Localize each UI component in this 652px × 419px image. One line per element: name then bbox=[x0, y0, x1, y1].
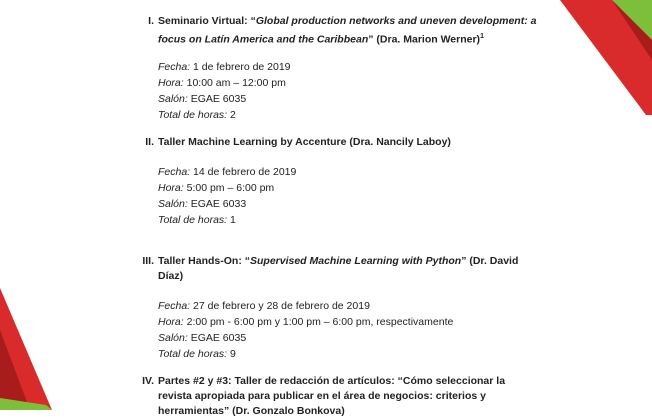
heading-text: Taller Hands-On: “ bbox=[158, 255, 250, 267]
heading-italic-title: Global production networks and uneven development: a focus on Latín America and the Caribbean bbox=[158, 15, 537, 46]
section-details bbox=[158, 60, 538, 124]
detail-room: Salón: EGAE 6035 bbox=[158, 332, 247, 344]
detail-time: Hora: 2:00 pm - 6:00 pm y 1:00 pm – 6:00 pm, respectivamente bbox=[158, 316, 454, 328]
detail-room: Salón: EGAE 6033 bbox=[158, 198, 247, 210]
footnote-marker: 1 bbox=[480, 33, 484, 40]
heading-italic-title: Supervised Machine Learning with Python bbox=[249, 255, 462, 267]
section-numeral: II. bbox=[145, 136, 154, 148]
detail-total-hours: Total de horas: 2 bbox=[158, 109, 236, 121]
section-heading bbox=[158, 14, 538, 48]
heading-text: ” (Dra. Marion Werner) bbox=[368, 33, 481, 46]
detail-date: Fecha: 14 de febrero de 2019 bbox=[158, 166, 297, 178]
section-details bbox=[158, 299, 538, 363]
detail-total-hours: Total de horas: 1 bbox=[158, 214, 236, 226]
section-numeral: I. bbox=[148, 15, 154, 27]
section-heading: Taller Machine Learning by Accenture (Dra. Nancily Laboy) bbox=[158, 136, 451, 148]
section-details bbox=[158, 165, 538, 229]
section-heading bbox=[158, 254, 538, 284]
detail-date: Fecha: 1 de febrero de 2019 bbox=[158, 61, 291, 73]
detail-room: Salón: EGAE 6035 bbox=[158, 93, 247, 105]
detail-time: Hora: 5:00 pm – 6:00 pm bbox=[158, 182, 275, 194]
section-numeral: IV. bbox=[142, 375, 154, 387]
detail-total-hours: Total de horas: 9 bbox=[158, 348, 236, 360]
heading-text: Seminario Virtual: “ bbox=[158, 15, 256, 27]
section-heading: Partes #2 y #3: Taller de redacción de artículos: “Cómo seleccionar la revista apropiada para publicar en el área de negocios: criterios y herramientas” (Dr. Gonzalo Bonkova) bbox=[158, 375, 506, 417]
detail-time: Hora: 10:00 am – 12:00 pm bbox=[158, 77, 286, 89]
heading-text: ” (Dr. David Díaz) bbox=[158, 255, 519, 282]
detail-date: Fecha: 27 de febrero y 28 de febrero de 2019 bbox=[158, 300, 370, 312]
section-numeral: III. bbox=[142, 255, 154, 267]
